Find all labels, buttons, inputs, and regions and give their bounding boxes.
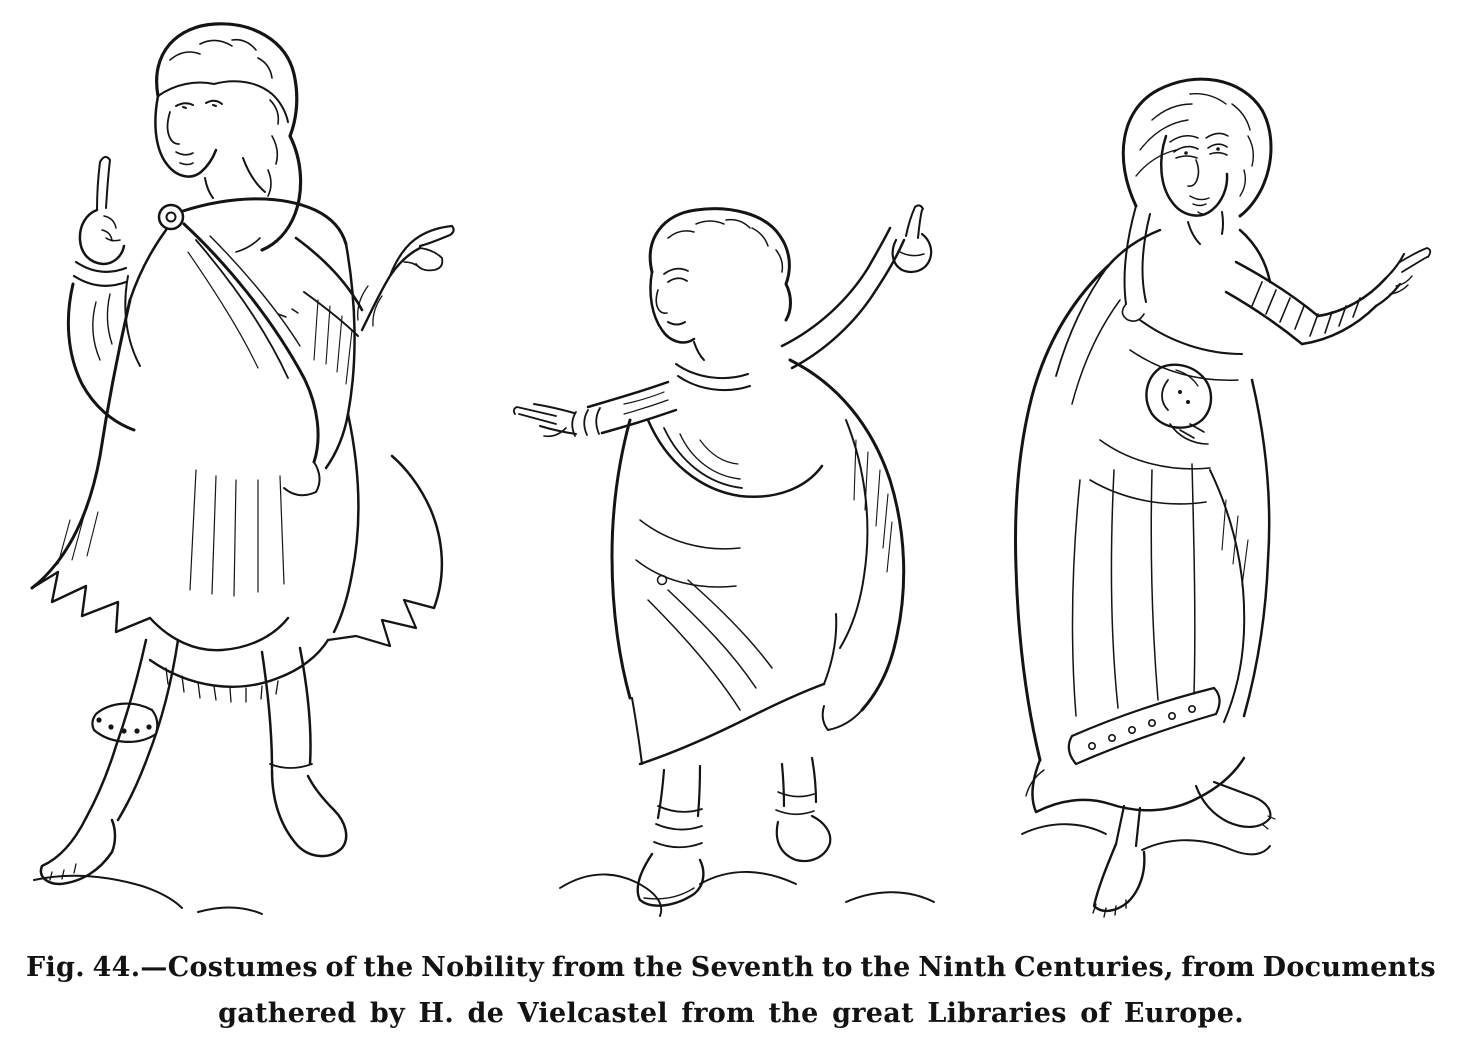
- caption-line-2: gathered by H. de Vielcastel from the great Libraries of Europe.: [218, 998, 1244, 1029]
- figure-right-noblewoman: [1016, 79, 1431, 917]
- caption-line-1: Fig. 44.—Costumes of the Nobility from the Seventh to the Ninth Centuries, from Documents: [26, 952, 1436, 983]
- figure-middle-nobleman: [514, 205, 934, 916]
- figure-left-nobleman: [32, 24, 454, 914]
- figure-caption: [26, 946, 1436, 1036]
